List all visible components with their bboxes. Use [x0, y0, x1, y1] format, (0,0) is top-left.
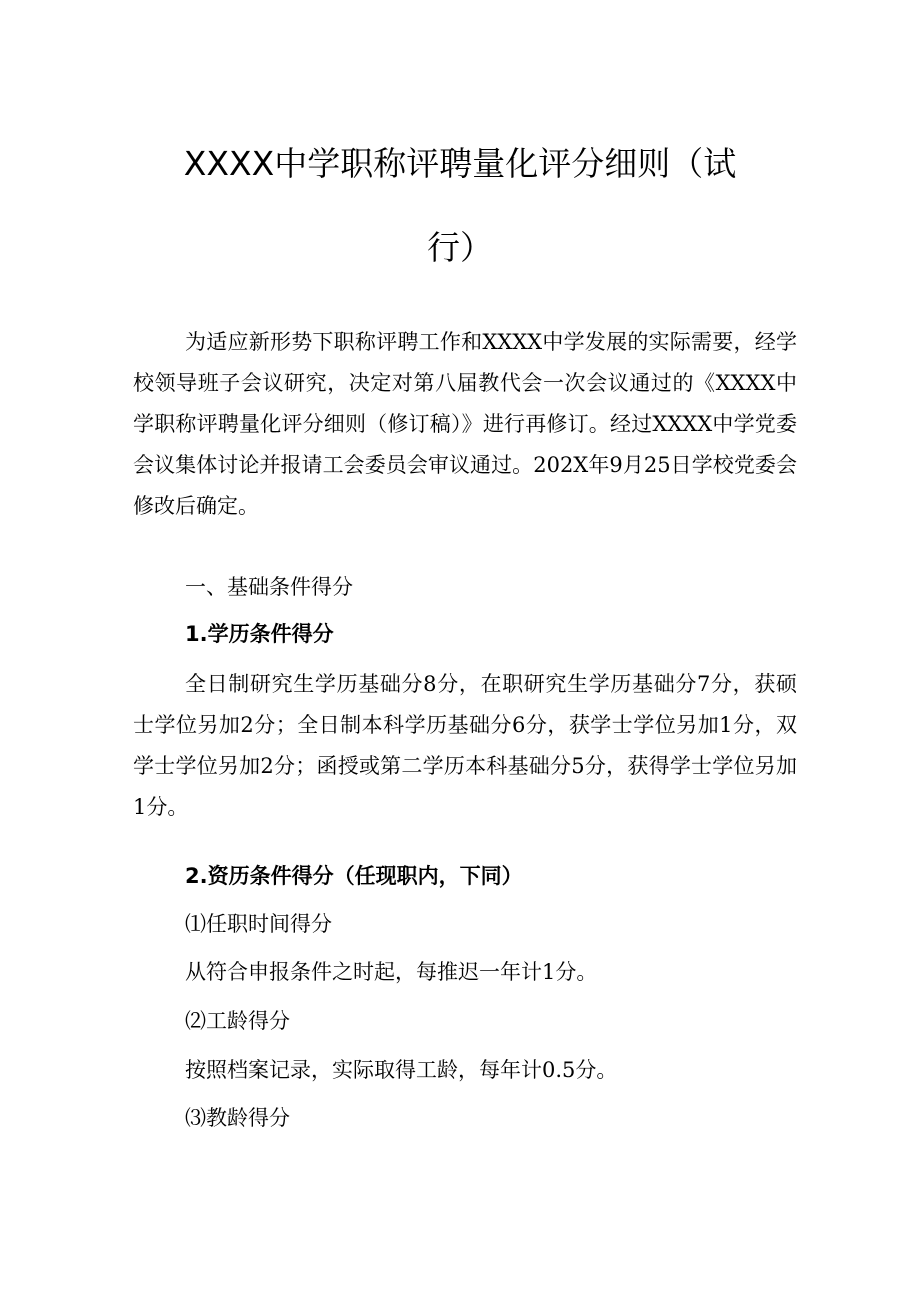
subsection-2-heading: 2.资历条件得分（任现职内，下同） [185, 864, 523, 888]
subsection-1-heading: 1.学历条件得分 [185, 622, 334, 646]
item-1-body: 从符合申报条件之时起，每推迟一年计1分。 [185, 960, 598, 984]
item-3-heading: ⑶教龄得分 [185, 1106, 290, 1130]
subsection-1-body: 全日制研究生学历基础分8分，在职研究生学历基础分7分，获硕士学位另加2分；全日制本科学历基础分6分，获学士学位另加1分，双学士学位另加2分；函授或第二学历本科基础分5分，获得学士学位另加1分。 [133, 672, 797, 819]
section-1-heading: 一、基础条件得分 [185, 575, 353, 599]
item-2-heading: ⑵工龄得分 [185, 1009, 290, 1033]
intro-paragraph: 为适应新形势下职称评聘工作和XXXX中学发展的实际需要，经学校领导班子会议研究，决定对第八届教代会一次会议通过的《XXXX中学职称评聘量化评分细则（修订稿）》进行再修订。经过XXXX中学党委会议集体讨论并报请工会委员会审议通过。202X年9月25日学校党委会修改后确定。 [133, 330, 797, 518]
item-1-heading: ⑴任职时间得分 [185, 912, 332, 936]
document-title-line-2: 行） [427, 228, 493, 267]
document-title-line-1: XXXX中学职称评聘量化评分细则（试 [183, 144, 737, 183]
item-2-body: 按照档案记录，实际取得工龄，每年计0.5分。 [185, 1058, 618, 1082]
